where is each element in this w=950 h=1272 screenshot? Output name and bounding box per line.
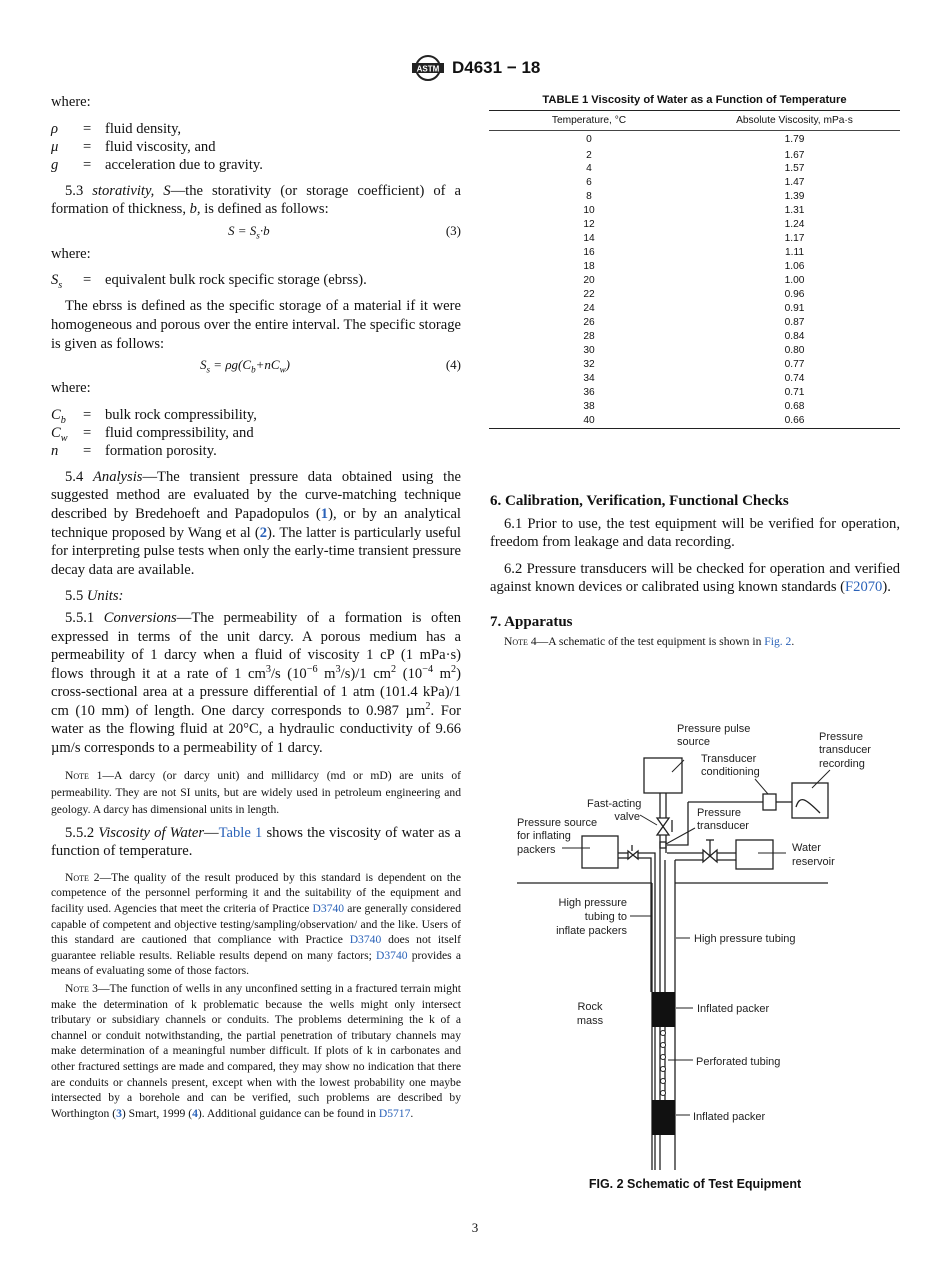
- definition-text: bulk rock compressibility,: [105, 406, 257, 423]
- section-6-1: [490, 515, 900, 552]
- text-segment: . For water as the flowing fluid at 20°C, a hydraulic conductivity of 9.66 µm/s corresponds to a permeability of 1 darcy.: [51, 702, 461, 757]
- section-5-5-1: [51, 609, 461, 758]
- table-row: [489, 414, 900, 428]
- table-row: [489, 204, 900, 218]
- eq4-number: (4): [445, 357, 461, 373]
- text-segment: —The quality of the result produced by this standard is dependent on the competence of the personnel performing it and the suitability of the equipment and facility used. Agencies that meet the criteria of Practice: [51, 870, 461, 916]
- text-segment: —the storativity (or storage coefficient) of a formation of thickness,: [51, 182, 461, 218]
- equals-sign: =: [83, 138, 92, 155]
- table-row: [489, 260, 900, 274]
- text-segment: Note 2: [65, 870, 100, 884]
- viscosity-cell: 0.80: [784, 344, 805, 356]
- equation-3: [51, 219, 461, 245]
- temperature-cell: 8: [586, 191, 592, 203]
- recording-box: [792, 783, 828, 818]
- reference-link[interactable]: 4: [192, 1106, 198, 1120]
- fig-label: inflate packers: [556, 925, 627, 937]
- text-segment: 5.5: [65, 588, 87, 605]
- temperature-cell: 18: [583, 261, 595, 273]
- viscosity-cell: 1.11: [784, 247, 805, 259]
- text-segment: ) Smart, 1999 (: [121, 1106, 193, 1120]
- viscosity-cell: 0.68: [784, 400, 805, 412]
- text-segment: 6.2 Pressure transducers will be checked for operation and verified against known devices or calibrated using known standards (: [490, 560, 900, 596]
- text-segment: 2: [451, 663, 457, 675]
- perforation-hole: [661, 1043, 666, 1048]
- eq4-part: ): [285, 357, 290, 373]
- symbol-base: μ: [51, 138, 59, 155]
- note-1: [51, 767, 461, 818]
- symbol-base: ρ: [51, 120, 59, 137]
- temperature-cell: 40: [583, 414, 595, 426]
- symbol-subscript: w: [60, 432, 68, 444]
- definitions-2: [51, 271, 461, 292]
- viscosity-cell: 0.71: [784, 386, 805, 398]
- fig-label: valve: [614, 811, 640, 823]
- fig-label: Pressure: [819, 731, 864, 743]
- text-segment: 3: [265, 663, 271, 675]
- temperature-cell: 10: [583, 205, 595, 217]
- text-segment: Viscosity of Water: [98, 824, 205, 841]
- temperature-cell: 24: [583, 302, 595, 314]
- transducer-conditioning-box: [763, 794, 776, 810]
- equals-sign: =: [83, 120, 92, 137]
- text-segment: , is defined as follows:: [196, 201, 329, 218]
- fig-label: mass: [576, 1015, 604, 1027]
- text-segment: —The permeability of a formation is often expressed in terms of the unit darcy. A porous medium has a permeability of 1 darcy when a fluid of viscosity 1 cP (1 mPa·s) flows through it at a rate of 1 cm: [51, 609, 461, 682]
- symbol: [51, 442, 83, 460]
- temperature-cell: 0: [586, 133, 592, 145]
- water-reservoir-box: [736, 840, 773, 869]
- perforation-hole: [661, 1079, 666, 1084]
- figure-2-schematic: [500, 710, 920, 1180]
- table-row: [489, 162, 900, 176]
- section-5-3: [51, 182, 461, 219]
- definitions-1: [51, 120, 461, 174]
- viscosity-cell: 0.77: [784, 358, 805, 370]
- temperature-cell: 28: [583, 330, 595, 342]
- table-row: [489, 344, 900, 358]
- viscosity-cell: 1.39: [784, 191, 805, 203]
- definition-text: fluid viscosity, and: [105, 138, 216, 155]
- fig-label: Inflated packer: [693, 1111, 766, 1123]
- temperature-cell: 12: [583, 219, 595, 231]
- table-row: [489, 330, 900, 344]
- text-segment: storativity, S: [92, 182, 171, 199]
- designation: D4631 − 18: [452, 58, 541, 77]
- fig-label: for inflating: [517, 830, 571, 842]
- viscosity-cell: 1.67: [784, 149, 805, 161]
- fig-label: Rock: [577, 1001, 603, 1013]
- table-row: [489, 400, 900, 414]
- symbol: [51, 424, 83, 442]
- equals-sign: =: [83, 156, 92, 173]
- table-row: [489, 358, 900, 372]
- table-row: [489, 149, 900, 163]
- reference-link[interactable]: Fig. 2: [764, 634, 792, 648]
- page-header: [410, 54, 540, 82]
- definitions-3: [51, 406, 461, 460]
- viscosity-cell: 0.91: [784, 302, 805, 314]
- text-segment: Units:: [86, 588, 124, 605]
- eq3-rhs: ·b: [259, 222, 270, 238]
- reference-link[interactable]: Table 1: [218, 824, 263, 841]
- reference-link[interactable]: D3740: [349, 933, 382, 947]
- table-row: [489, 131, 900, 149]
- table-title: TABLE 1 Viscosity of Water as a Function of Temperature: [542, 94, 847, 106]
- text-segment: .: [410, 1106, 414, 1120]
- right-column: [490, 492, 900, 649]
- text-segment: shows the viscosity of water as a function of temperature.: [51, 824, 462, 860]
- symbol-subscript: b: [60, 414, 66, 426]
- definition-row: [51, 138, 461, 156]
- eq4-part: s: [206, 364, 211, 375]
- perforation-hole: [661, 1091, 666, 1096]
- fig-label: recording: [819, 758, 865, 770]
- text-segment: 5.5.2: [65, 824, 99, 841]
- symbol-subscript: s: [58, 280, 63, 292]
- text-segment: 5.4: [65, 468, 93, 485]
- text-segment: Note 3: [65, 982, 98, 995]
- reference-link[interactable]: 2: [259, 524, 267, 541]
- equals-sign: =: [83, 424, 92, 441]
- text-segment: —A schematic of the test equipment is shown in: [536, 634, 765, 648]
- perforation-hole: [661, 1067, 666, 1072]
- column-header: Absolute Viscosity, mPa·s: [689, 111, 900, 131]
- text-segment: /s (10: [270, 665, 307, 682]
- text-segment: ), or by an analytical technique proposed by Wang et al (: [51, 505, 461, 541]
- text-segment: 6.1 Prior to use, the test equipment will be verified for operation, freedom from leakage and data recording.: [490, 515, 900, 551]
- equals-sign: =: [83, 442, 92, 459]
- text-segment: 2: [391, 663, 397, 675]
- inflated-packer-upper: [652, 992, 675, 1027]
- text-segment: m: [433, 665, 452, 682]
- fig-label: Fast-acting: [587, 798, 642, 810]
- fig-label: Water: [792, 842, 821, 854]
- where-label: where:: [51, 245, 91, 262]
- svg-text:ASTM: ASTM: [416, 64, 440, 74]
- equals-sign: =: [83, 406, 92, 423]
- symbol-base: g: [51, 156, 59, 173]
- fig-label: High pressure: [558, 897, 627, 909]
- text-segment: Note 4: [504, 634, 537, 648]
- viscosity-cell: 0.84: [784, 330, 805, 342]
- table-row: [489, 246, 900, 260]
- definition-text: fluid density,: [105, 120, 182, 137]
- viscosity-table: [489, 110, 900, 429]
- text-segment: —: [204, 824, 219, 841]
- where-label: where:: [51, 380, 91, 397]
- equation-4: [51, 353, 461, 379]
- reference-link[interactable]: D3740: [312, 902, 345, 916]
- symbol: [51, 271, 83, 292]
- pressure-source-box: [582, 836, 618, 868]
- table-row: [489, 372, 900, 386]
- text-segment: b: [189, 201, 197, 218]
- section-5-5-2: [51, 824, 461, 861]
- symbol: [51, 138, 83, 156]
- temperature-cell: 16: [583, 247, 595, 259]
- viscosity-cell: 0.96: [784, 289, 805, 301]
- eq3-sub: s: [256, 230, 260, 241]
- pressure-pulse-source-box: [644, 758, 682, 793]
- table-row: [489, 386, 900, 400]
- symbol: [51, 120, 83, 138]
- text-segment: −4: [422, 663, 434, 675]
- text-segment: Analysis: [92, 468, 143, 485]
- text-segment: —A darcy (or darcy unit) and millidarcy (md or mD) are units of permeability. They are not SI units, but are widely used in petroleum engineering and geology. A darcy has dimensional units in length.: [51, 768, 461, 816]
- section-5-5: [51, 587, 461, 606]
- text-segment: —The function of wells in any unconfined setting in a fractured terrain might make the determination of k problematic because the wells might only intersect tributary or subsidiary channels or conduits. The problems determining the k of a channel or conduit notwithstanding, the partial penetration of tributary channels may make determination of a meaningful number difficult. If plots of k in carbonates and other fractured settings are made and compared, they may show no indication that there are conduits or channels present, except when with the lowest probability one maybe intersected by a borehole and can be verified, such problems are described by Worthington (: [51, 982, 461, 1120]
- note-2: [51, 870, 461, 979]
- text-segment: The ebrss is defined as the specific storage of a material if it were homogeneous and porous over the entire interval. The specific storage is given as follows:: [51, 298, 461, 352]
- text-segment: 3: [335, 663, 341, 675]
- temperature-cell: 14: [583, 233, 595, 245]
- viscosity-cell: 0.74: [784, 372, 805, 384]
- text-segment: Note 1: [65, 768, 103, 782]
- viscosity-cell: 1.00: [784, 275, 805, 287]
- text-segment: Conversions: [103, 609, 177, 626]
- temperature-cell: 32: [583, 358, 595, 370]
- inflation-valve-icon: [628, 851, 638, 859]
- page-number: 3: [471, 1220, 479, 1235]
- section-6-2: [490, 560, 900, 597]
- section-7-heading: 7. Apparatus: [490, 613, 573, 630]
- symbol-base: C: [51, 406, 61, 423]
- text-segment: ). The latter is particularly useful for interpreting pulse tests when only the early-time transient pressure decay data are available.: [51, 524, 461, 578]
- temperature-cell: 38: [583, 400, 595, 412]
- reference-link[interactable]: 1: [320, 505, 329, 522]
- table-row: [489, 288, 900, 302]
- eq4-part: +nC: [255, 357, 280, 373]
- temperature-cell: 22: [583, 289, 595, 301]
- symbol-base: C: [51, 424, 61, 441]
- temperature-cell: 6: [586, 177, 592, 189]
- fig-label: tubing to: [584, 911, 627, 923]
- text-segment: .: [791, 634, 795, 648]
- definition-row: [51, 424, 461, 442]
- text-segment: 2: [425, 701, 431, 713]
- definition-row: [51, 120, 461, 138]
- text-segment: −6: [306, 663, 318, 675]
- text-segment: 5.3: [65, 182, 93, 199]
- temperature-cell: 36: [583, 386, 595, 398]
- eq3-number: (3): [445, 222, 461, 238]
- viscosity-cell: 1.31: [784, 205, 805, 217]
- text-segment: —The transient pressure data obtained using the suggested method are evaluated by the curve-matching technique described by Bredehoeft and Papadopulos (: [51, 468, 461, 522]
- eq4-part: = ρg(C: [210, 357, 252, 373]
- table-row: [489, 176, 900, 190]
- section-5-4: [51, 468, 461, 580]
- equals-sign: =: [83, 272, 92, 289]
- text-segment: are generally considered capable of competent and objective testing/sampling/observation/ and the like. Users of this standard are cautioned that compliance with Practice: [51, 902, 461, 947]
- viscosity-cell: 1.57: [784, 163, 805, 175]
- viscosity-cell: 1.24: [784, 219, 805, 231]
- fast-acting-valve-icon: [657, 818, 669, 835]
- table-row: [489, 302, 900, 316]
- inflated-packer-lower: [652, 1100, 675, 1135]
- text-segment: ) cross-sectional area at a pressure differential of 1 atm (101.4 kPa)/1 cm (10 mm) of length. One darcy corresponds to 0.987 µm: [51, 665, 461, 719]
- table-row: [489, 316, 900, 330]
- table-row: [489, 190, 900, 204]
- temperature-cell: 30: [583, 344, 595, 356]
- definition-row: [51, 156, 461, 174]
- symbol-base: S: [51, 272, 59, 289]
- definition-row: [51, 406, 461, 424]
- figure-caption: FIG. 2 Schematic of Test Equipment: [588, 1177, 802, 1191]
- definition-row: [51, 271, 461, 292]
- viscosity-cell: 1.47: [784, 177, 805, 189]
- reference-link[interactable]: F2070: [845, 579, 883, 596]
- fig-label: Inflated packer: [697, 1003, 770, 1015]
- text-segment: /s)/1 cm: [340, 665, 392, 682]
- table-row: [489, 218, 900, 232]
- section-6-heading: 6. Calibration, Verification, Functional Checks: [490, 493, 789, 509]
- fig-label: Pressure pulse: [677, 723, 751, 735]
- table-row: [489, 274, 900, 288]
- symbol: [51, 406, 83, 424]
- text-segment: ). Additional guidance can be found in: [197, 1106, 379, 1120]
- viscosity-cell: 1.79: [784, 133, 805, 145]
- ebrss-paragraph: [51, 297, 461, 353]
- viscosity-cell: 1.17: [784, 233, 805, 245]
- perforation-hole: [661, 1031, 666, 1036]
- fig-label: Pressure: [697, 807, 742, 819]
- viscosity-cell: 0.87: [784, 316, 805, 328]
- definition-text: acceleration due to gravity.: [105, 156, 263, 173]
- symbol-base: n: [51, 442, 59, 459]
- definition-text: fluid compressibility, and: [105, 424, 254, 441]
- eq3-lhs: S = S: [228, 222, 257, 238]
- eq4-part: w: [279, 364, 286, 375]
- eq4-part: S: [200, 357, 207, 373]
- temperature-cell: 4: [586, 163, 592, 175]
- definition-row: [51, 442, 461, 460]
- temperature-cell: 34: [583, 372, 595, 384]
- text-segment: provides a means of evaluating some of those factors.: [51, 948, 461, 978]
- reference-link[interactable]: 3: [116, 1106, 122, 1120]
- astm-logo-icon: [410, 54, 446, 82]
- fig-label: High pressure tubing: [694, 933, 796, 945]
- fig-label: packers: [517, 844, 556, 856]
- left-column: [51, 93, 461, 1121]
- eq4-part: b: [251, 364, 256, 375]
- fig-label: source: [677, 736, 711, 748]
- viscosity-cell: 1.06: [784, 261, 805, 273]
- temperature-cell: 26: [583, 316, 595, 328]
- perforation-hole: [661, 1055, 666, 1060]
- fig-label: Perforated tubing: [696, 1056, 781, 1068]
- fig-label: Transducer: [701, 753, 757, 765]
- note-4: [490, 634, 900, 650]
- reference-link[interactable]: D3740: [376, 948, 408, 962]
- note-3: [51, 981, 461, 1121]
- fig-label: transducer: [819, 744, 871, 756]
- symbol: [51, 156, 83, 174]
- fig-label: reservoir: [792, 856, 835, 868]
- temperature-cell: 2: [586, 149, 592, 161]
- temperature-cell: 20: [583, 275, 595, 287]
- where-label: where:: [51, 94, 91, 110]
- column-header: Temperature, °C: [489, 111, 689, 131]
- viscosity-cell: 0.66: [784, 414, 805, 426]
- text-segment: (10: [396, 665, 423, 682]
- fig-label: conditioning: [701, 766, 760, 778]
- fig-label: Pressure source: [517, 817, 598, 829]
- text-segment: ).: [882, 579, 891, 596]
- definition-text: equivalent bulk rock specific storage (ebrss).: [105, 272, 367, 289]
- table-row: [489, 232, 900, 246]
- text-segment: 5.5.1: [65, 609, 104, 626]
- pressure-transducer-icon: [660, 842, 666, 848]
- text-segment: does not itself guarantee reliable results. Reliable results depend on many factors;: [51, 933, 461, 962]
- reference-link[interactable]: D5717: [378, 1106, 411, 1120]
- definition-text: formation porosity.: [105, 442, 217, 459]
- fig-label: transducer: [697, 820, 749, 832]
- text-segment: m: [317, 665, 336, 682]
